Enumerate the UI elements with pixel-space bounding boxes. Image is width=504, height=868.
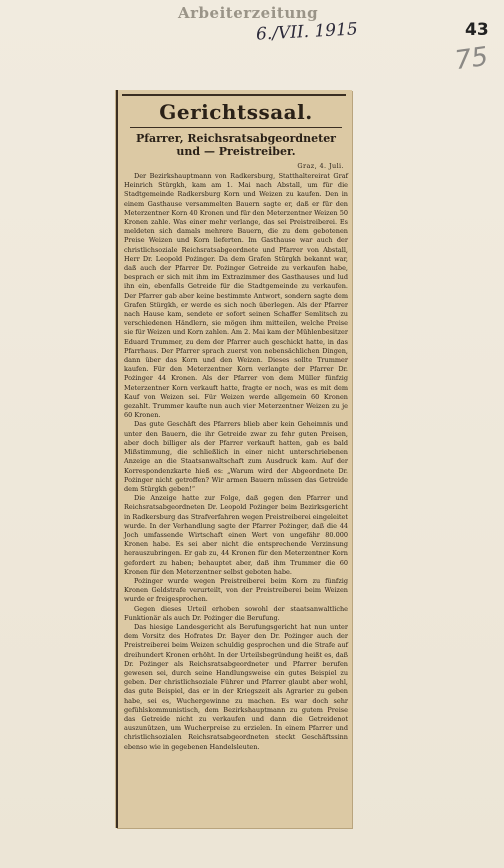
- paragraph: Das gute Geschäft des Pfarrers blieb aber kein Geheimnis und unter den Bauern, die ihr Getreide zwar zu fehr guten Preisen, aber doch billiger als der Pfarrer verkauft hatten, gab es bald Mißstimmung, die schließlich in einer nicht unterschriebenen Anzeige an die Staatsanwaltschaft zum Ausdruck kam. Auf der Korrespondenzkarte hieß es: „Warum wird der Abgeordnete Dr. Pożinger nicht getroffen? Wir armen Bauern müssen das Getreide dem Stürgkh geben!“: [124, 420, 348, 493]
- page-number: 43: [465, 20, 489, 40]
- pencil-mark: 75: [453, 41, 491, 77]
- article: [124, 94, 348, 752]
- paragraph: Pożinger wurde wegen Preistreiberei beim Korn zu fünfzig Kronen Geldstrafe verurteilt, von der Preistreiberei beim Weizen wurde er freigesprochen.: [124, 576, 348, 604]
- paragraph: Gegen dieses Urteil erhoben sowohl der staatsanwaltliche Funktionär als auch Dr. Pożinger die Berufung.: [124, 604, 348, 622]
- article-dateline: Graz, 4. Juli.: [297, 162, 344, 170]
- paragraph: Der Bezirkshauptmann von Radkersburg, Statthaltereirat Graf Heinrich Stürgkh, kam am 1. Mai nach Abstall, um für die Stadtgemeinde Radkersburg Korn und Weizen zu kaufen. Den in einem Gasthause versammelten Bauern sagte er, daß er für den Meterzentner Korn 40 Kronen und für den Meterzentner Weizen 50 Kronen zahle. Was einer mehr verlange, das sei Preistreiberei. Es meldeten sich damals mehrere Bauern, die zu dem gebotenen Preise Weizen und Korn lieferten. Im Gasthause war auch der christlichsoziale Reichsratsabgeordnete und Pfarrer von Abstall, Herr Dr. Leopold Pożinger. Da dem Grafen Stürgkh bekannt war, daß auch der Pfarrer Dr. Pożinger Getreide zu verkaufen habe, besprach er sich mit ihm im Extrazimmer des Gasthauses und lud ihn ein, ebenfalls Getreide für die Stadtgemeinde zu verkaufen. Der Pfarrer gab aber keine bestimmte Antwort, sondern sagte dem Grafen Stürgkh, er werde es sich noch überlegen. Als der Pfarrer nach Hause kam, sendete er sofort seinen Schaffer Semlitsch zu verschiedenen Händlern, sie mögen ihm mitteilen, welche Preise sie für Weizen und Korn zahlen. Am 2. Mai kam der Mühlenbesitzer Eduard Trummer, zu dem der Pfarrer auch geschickt hatte, in das Pfarrhaus. Der Pfarrer sprach zuerst von nebensächlichen Dingen, dann über das Korn und den Weizen. Dieses sollte Trummer kaufen. Für den Meterzentner Korn verlangte der Pfarrer Dr. Pożinger 44 Kronen. Als der Pfarrer von dem Müller fünfzig Meterzentner Korn verkauft hatte, fragte er noch, was es mit dem Kauf von Weizen sei. Für Weizen werde allgemein 60 Kronen gezahlt. Trummer kaufte nun auch vier Meterzentner Weizen zu je 60 Kronen.: [124, 172, 348, 420]
- title-divider: [130, 127, 342, 128]
- article-body: [124, 172, 348, 752]
- paragraph: Die Anzeige hatte zur Folge, daß gegen den Pfarrer und Reichsratsabgeordneten Dr. Leopold Pożinger beim Bezirksgericht in Radkersburg das Strafverfahren wegen Preistreiberei eingeleitet wurde. In der Verhandlung sagte der Pfarrer Pożinger, daß die 44 Joch umfassende Wirtschaft einen Wert von ungefähr 80.000 Kronen habe. Es sei aber nicht die entsprechende Verzinsung herauszubringen. Er gab zu, 44 Kronen für den Meterzentner Korn gefordert zu haben; behauptet aber, daß ihm Trummer die 60 Kronen für den Meterzentner selbst geboten habe.: [124, 494, 348, 576]
- newspaper-clipping: [116, 90, 352, 828]
- newspaper-stamp: Arbeiterzeitung: [178, 4, 319, 22]
- article-headline: Pfarrer, Reichsratsabgeordneter und — Preistreiber.: [136, 132, 336, 158]
- handwritten-date: 6./VII. 1915: [255, 19, 359, 45]
- paragraph: Das hiesige Landesgericht als Berufungsgericht hat nun unter dem Vorsitz des Hofrates Dr. Bayer den Dr. Pożinger auch der Preistreiberei beim Weizen schuldig gesprochen und die Strafe auf dreihundert Kronen erhöht. In der Urteilsbegründung heißt es, daß Dr. Pożinger als Reichsratsabgeordneter und Pfarrer berufen gewesen sei, durch seine Handlungsweise ein gutes Beispiel zu geben. Der christlichsoziale Führer und Pfarrer glaubt aber wohl, das gute Beispiel, das er in der Kriegszeit als Agrarier zu geben habe, sei es, Wuchergewinne zu machen. Es war doch sehr gefühlskommunistisch, dem Bezirkshauptmann zu gutem Preise das Getreide nicht zu verkaufen und dann die Getreidenot auszunützen, um Wucherpreise zu erzielen. In einem Pfarrer und christlichsozialen Reichsratsabgeordneten steckt Geschäftssinn ebenso wie in gegebenen Handelsleuten.: [124, 622, 348, 751]
- section-title: Gerichtssaal.: [159, 100, 313, 124]
